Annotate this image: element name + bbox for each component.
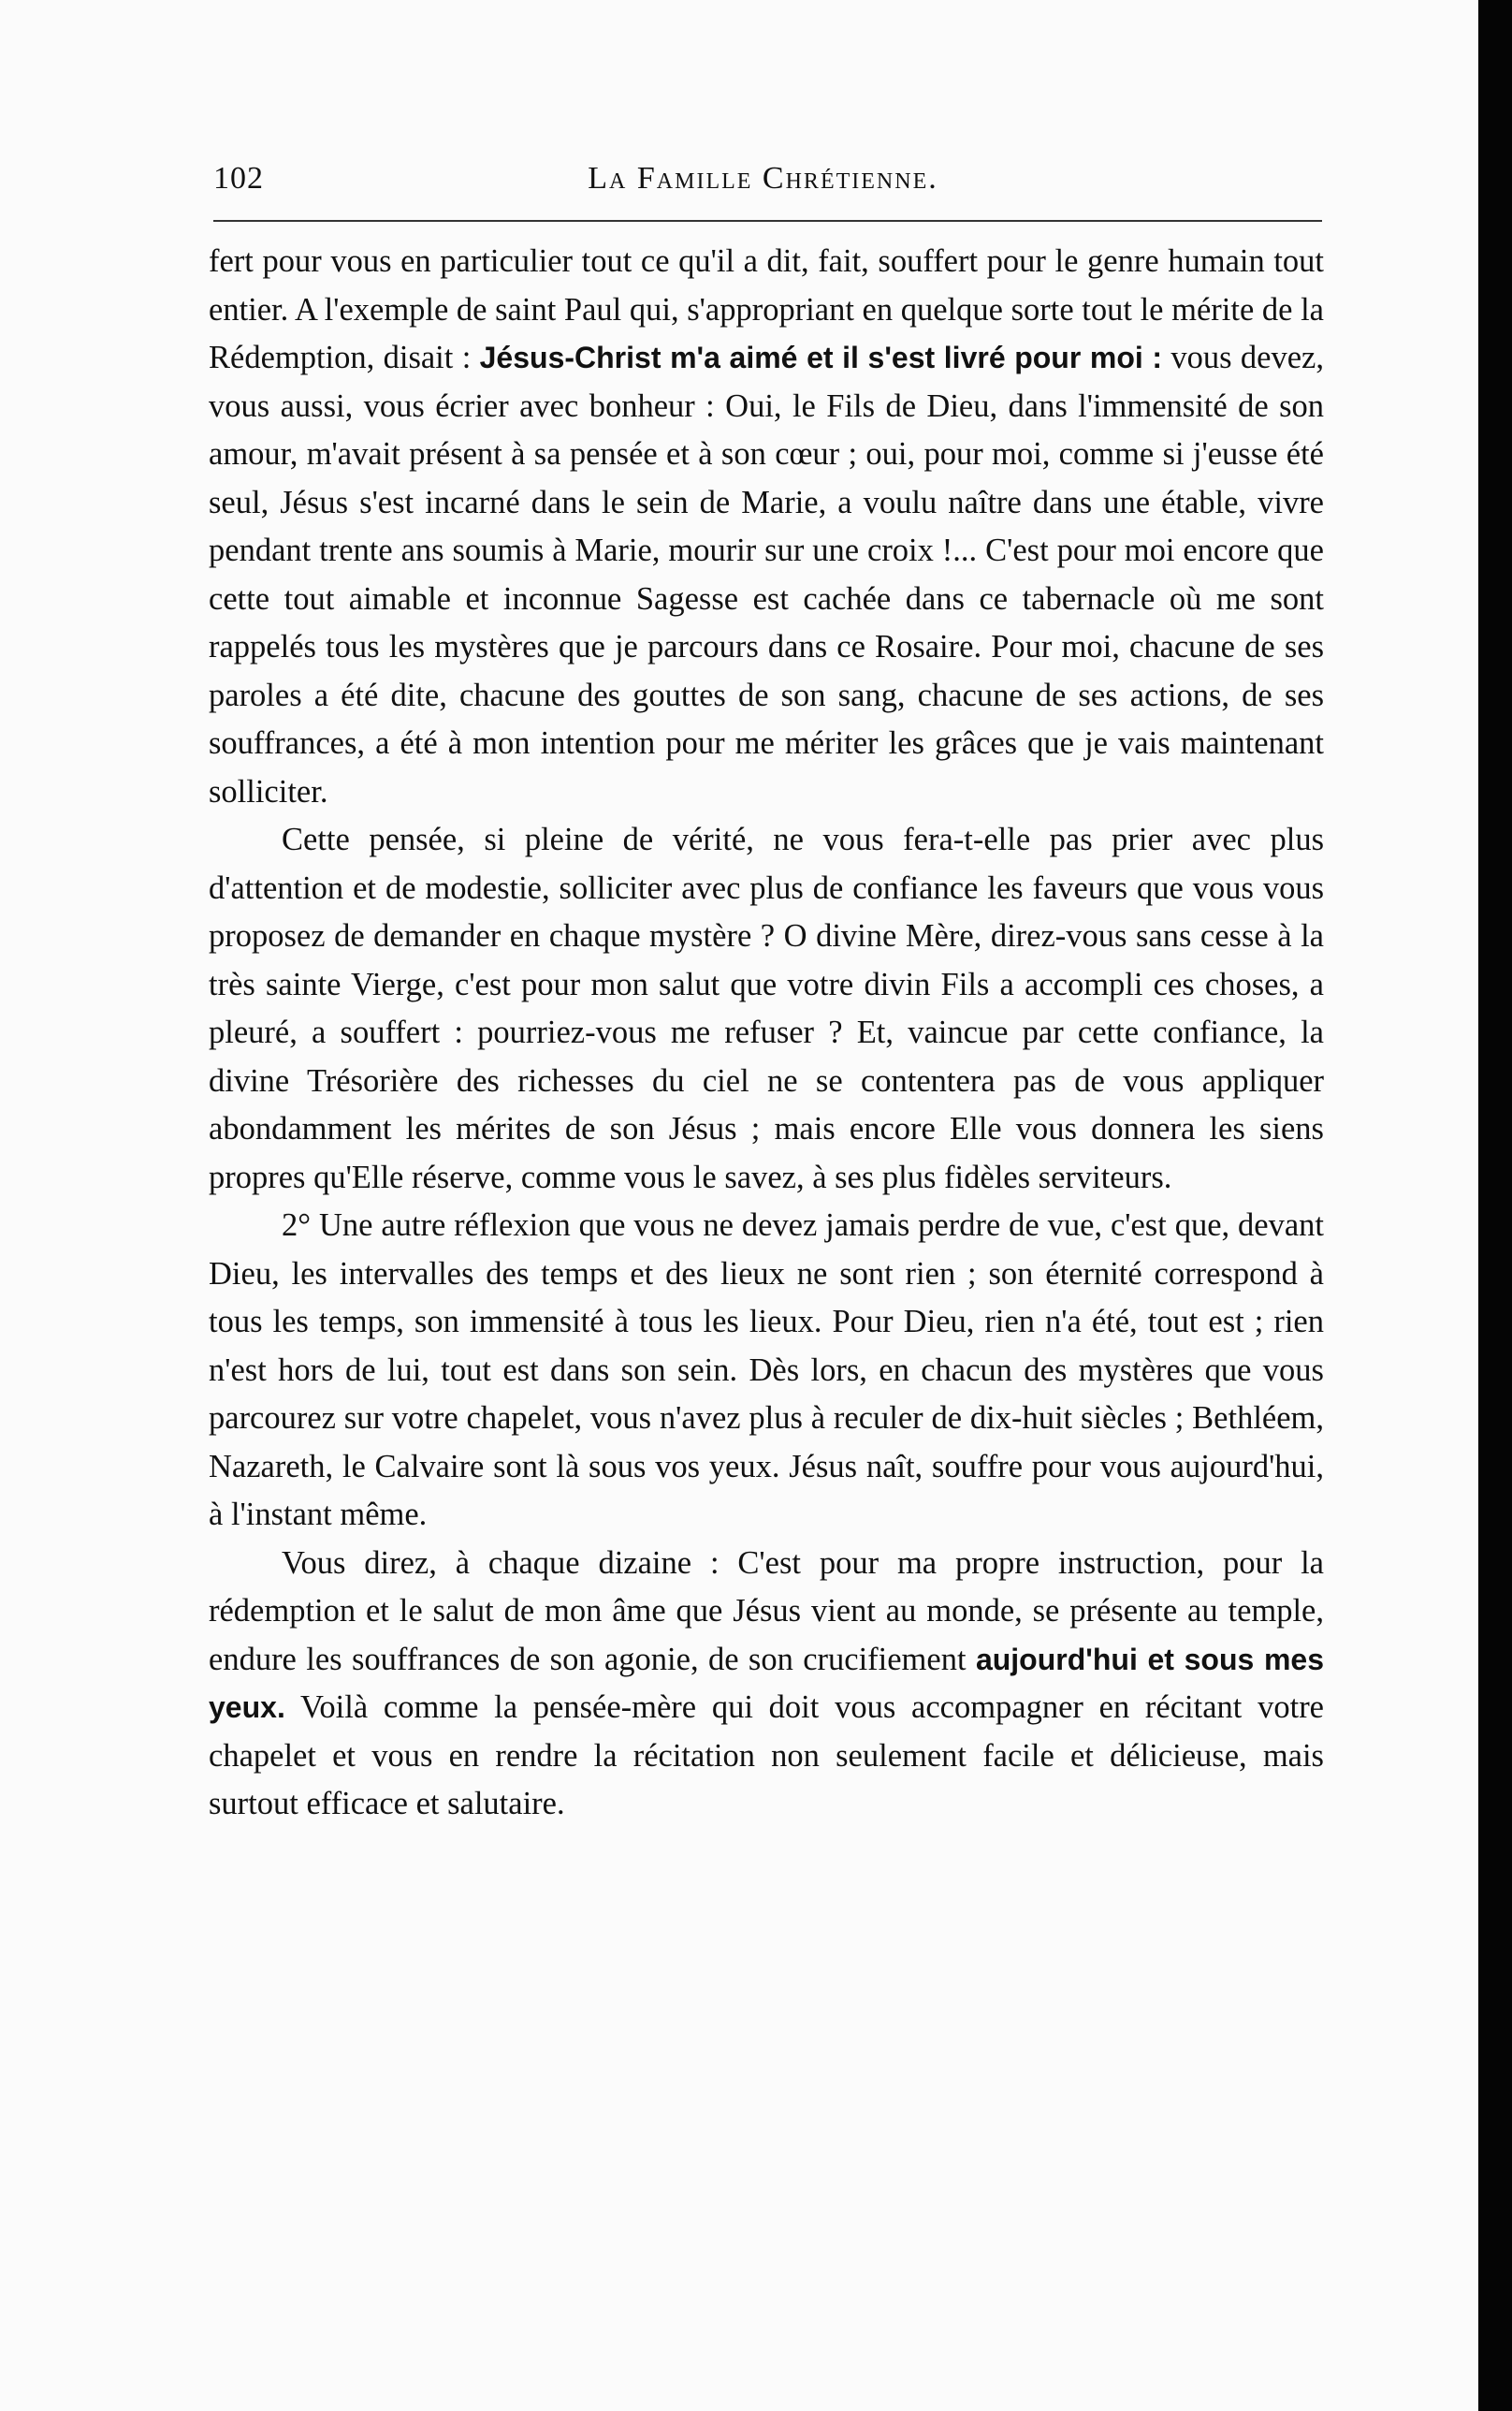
paragraph-1 bbox=[209, 238, 1324, 816]
page-header bbox=[213, 161, 1313, 208]
scan-border bbox=[1478, 0, 1512, 2411]
paragraph-1-text-after: vous devez, vous aussi, vous écrier avec bonheur : Oui, le Fils de Dieu, dans l'immensité de son amour, m'avait présent à sa pensée et à son cœur ; oui, pour moi, comme si j'eusse été seul, Jésus s'est incarné dans le sein de Marie, a voulu naître dans une étable, vivre pendant trente ans soumis à Marie, mourir sur une croix !... C'est pour moi encore que cette tout aimable et inconnue Sagesse est cachée dans ce tabernacle où me sont rappelés tous les mystères que je parcours dans ce Rosaire. Pour moi, chacune de ses paroles a été dite, chacune des gouttes de son sang, chacune de ses actions, de ses souffrances, a été à mon intention pour me mériter les grâces que je vais maintenant solliciter. bbox=[209, 340, 1324, 810]
body-text bbox=[209, 238, 1324, 1829]
paragraph-3: 2° Une autre réflexion que vous ne devez jamais perdre de vue, c'est que, devant Dieu, les intervalles des temps et des lieux ne sont rien ; son éternité correspond à tous les temps, son immensité à tous les lieux. Pour Dieu, rien n'a été, tout est ; rien n'est hors de lui, tout est dans son sein. Dès lors, en chacun des mystères que vous parcourez sur votre chapelet, vous n'avez plus à reculer de dix-huit siècles ; Bethléem, Nazareth, le Calvaire sont là sous vos yeux. Jésus naît, souffre pour vous aujourd'hui, à l'instant même. bbox=[209, 1207, 1324, 1532]
header-rule bbox=[213, 220, 1322, 222]
paragraph-2: Cette pensée, si pleine de vérité, ne vous fera-t-elle pas prier avec plus d'attention et de modestie, solliciter avec plus de confiance les faveurs que vous vous proposez de demander en chaque mystère ? O divine Mère, direz-vous sans cesse à la très sainte Vierge, c'est pour mon salut que votre divin Fils a accompli ces choses, a pleuré, a souffert : pourriez-vous me refuser ? Et, vaincue par cette confiance, la divine Trésorière des richesses du ciel ne se contentera pas de vous appliquer abondamment les mérites de son Jésus ; mais encore Elle vous donnera les siens propres qu'Elle réserve, comme vous le savez, à ses plus fidèles serviteurs. bbox=[209, 822, 1324, 1195]
paragraph-4 bbox=[209, 1540, 1324, 1829]
paragraph-4-text-before: Vous direz, à chaque dizaine : C'est pour ma propre instruction, pour la rédemption et le salut de mon âme que Jésus vient au monde, se présente au temple, endure les souffrances de son agonie, de son crucifiement bbox=[209, 1544, 1324, 1677]
page-number: 102 bbox=[213, 161, 264, 196]
running-title: La Famille Chrétienne. bbox=[588, 161, 938, 196]
paragraph-4-text-after: Voilà comme la pensée-mère qui doit vous accompagner en récitant votre chapelet et vous en rendre la récitation non seulement facile et délicieuse, mais surtout efficace et salutaire. bbox=[209, 1689, 1324, 1821]
paragraph-1-text-before: fert pour vous en particulier tout ce qu'il a dit, fait, souffert pour le genre humain tout entier. A l'exemple de saint Paul qui, s'appropriant en quelque sorte tout le mérite de la Rédemption, disait : bbox=[209, 243, 1324, 375]
paragraph-4-bold-phrase: aujourd'hui et sous mes yeux. bbox=[209, 1642, 1325, 1724]
paragraph-1-bold-quote: Jésus-Christ m'a aimé et il s'est livré pour moi : bbox=[479, 341, 1163, 374]
